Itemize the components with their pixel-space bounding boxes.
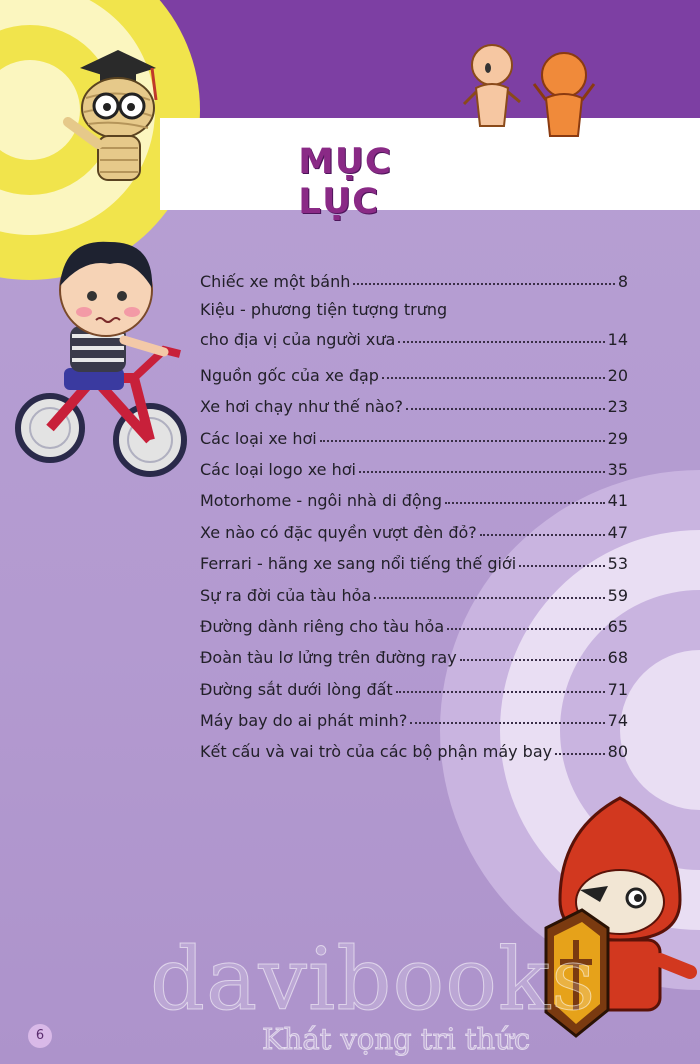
dot-leader	[406, 408, 605, 410]
watermark: davibooks	[150, 930, 597, 1030]
dot-leader	[410, 722, 604, 724]
toc-entry[interactable]	[200, 291, 628, 353]
toc-entry-page: 20	[607, 365, 628, 385]
toc-entry[interactable]	[200, 636, 628, 667]
toc-entry[interactable]	[200, 416, 628, 447]
toc-entry[interactable]	[200, 667, 628, 698]
dot-leader	[359, 471, 605, 473]
boy-on-bicycle	[14, 228, 194, 488]
dot-leader	[447, 628, 605, 630]
toc-entry-title: Chiếc xe một bánh	[200, 272, 351, 292]
toc-entry-title: Nguồn gốc của xe đạp	[200, 365, 379, 385]
dot-leader	[398, 341, 604, 343]
dot-leader	[382, 377, 605, 379]
toc-entry-page: 74	[607, 711, 628, 731]
watermark-tagline: Khát vọng tri thức	[262, 1022, 531, 1056]
toc-entry[interactable]	[200, 605, 628, 636]
dot-leader	[555, 753, 605, 755]
toc-entry-title: Máy bay do ai phát minh?	[200, 711, 408, 731]
toc-entry[interactable]	[200, 573, 628, 604]
dot-leader	[445, 502, 605, 504]
toc-entry-page: 23	[607, 397, 628, 417]
dot-leader	[460, 659, 605, 661]
dot-leader	[320, 440, 605, 442]
toc-entry-title: Ferrari - hãng xe sang nổi tiếng thế giới	[200, 554, 517, 574]
toc-entry-title: Xe hơi chạy như thế nào?	[200, 397, 404, 417]
toc-entry-title-continued: cho địa vị của người xưa	[200, 330, 396, 350]
toc-entry-title: Đường dành riêng cho tàu hỏa	[200, 616, 445, 636]
toc-entry[interactable]	[200, 353, 628, 384]
toc-entry-page: 35	[607, 459, 628, 479]
toc-entry-page: 8	[617, 272, 628, 292]
page-number: 6	[28, 1024, 52, 1048]
toc-entry[interactable]	[200, 730, 628, 761]
toc-entry-page: 65	[607, 616, 628, 636]
toc-entry[interactable]	[200, 260, 628, 291]
dot-leader	[480, 534, 605, 536]
toc-entry-page: 71	[607, 679, 628, 699]
toc-entry-title: Đường sắt dưới lòng đất	[200, 679, 393, 699]
toc-entry-page: 80	[607, 742, 628, 762]
toc-entry-page: 29	[607, 428, 628, 448]
table-of-contents	[200, 260, 628, 761]
toc-entry-title: Motorhome - ngôi nhà di động	[200, 491, 442, 511]
dot-leader	[374, 597, 604, 599]
toc-entry[interactable]	[200, 448, 628, 479]
toc-entry-page: 68	[607, 648, 628, 668]
toc-entry-title: Các loại logo xe hơi	[200, 459, 356, 479]
dot-leader	[396, 691, 605, 693]
toc-entry[interactable]	[200, 510, 628, 541]
toc-entry-page: 53	[607, 554, 628, 574]
toc-entry-title: Kiệu - phương tiện tượng trưng	[200, 300, 448, 320]
toc-entry[interactable]	[200, 699, 628, 730]
dot-leader	[353, 283, 614, 285]
toc-entry-page: 14	[607, 330, 628, 350]
page-title: MỤC LỤC	[298, 142, 393, 222]
toc-entry[interactable]	[200, 385, 628, 416]
toc-entry-page: 59	[607, 585, 628, 605]
toc-entry[interactable]	[200, 542, 628, 573]
toc-entry-title: Xe nào có đặc quyền vượt đèn đỏ?	[200, 522, 477, 542]
toc-entry-page: 41	[607, 491, 628, 511]
toc-entry-title: Các loại xe hơi	[200, 428, 317, 448]
toc-entry-page: 47	[607, 522, 628, 542]
dot-leader	[519, 565, 604, 567]
toc-entry-title: Đoàn tàu lơ lửng trên đường ray	[200, 648, 457, 668]
toc-entry[interactable]	[200, 479, 628, 510]
toc-entry-title: Kết cấu và vai trò của các bộ phận máy bay	[200, 742, 553, 762]
mummy-graduate-character	[60, 40, 170, 190]
two-orange-figures	[462, 40, 602, 140]
toc-entry-title: Sự ra đời của tàu hỏa	[200, 585, 372, 605]
